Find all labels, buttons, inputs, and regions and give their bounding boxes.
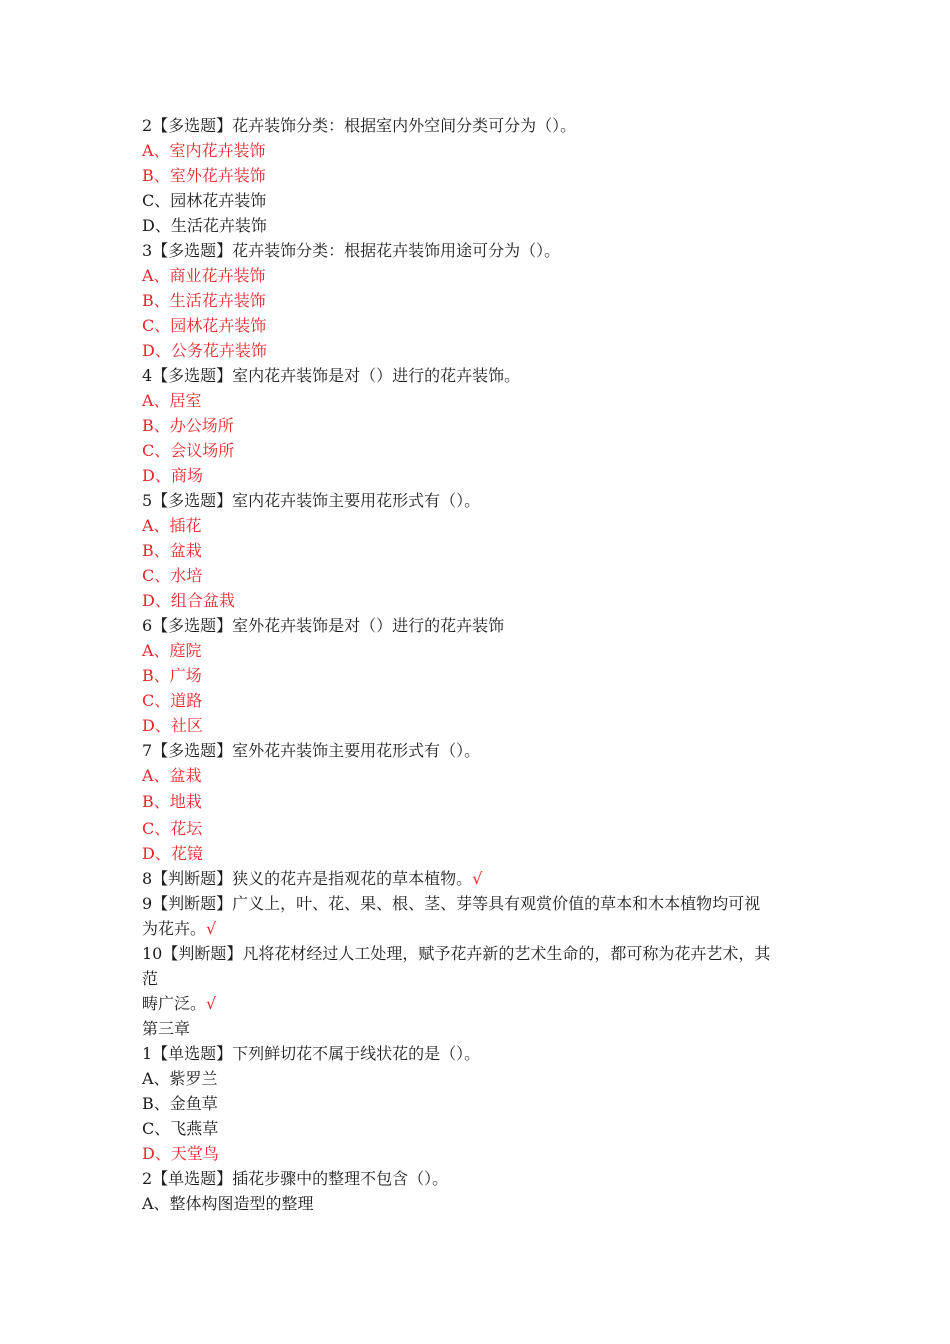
answer-option-text: D、社区 [142, 716, 203, 735]
question-line-text: 第三章 [142, 1019, 191, 1038]
answer-option [142, 513, 812, 538]
answer-option-text: A、庭院 [142, 641, 202, 660]
answer-option-text: C、园林花卉装饰 [142, 316, 267, 335]
answer-option-text: D、天堂鸟 [142, 1144, 219, 1163]
question-line-text: 2【多选题】花卉装饰分类：根据室内外空间分类可分为（）。 [142, 116, 577, 135]
question-text [142, 966, 812, 991]
answer-option [142, 638, 812, 663]
answer-option-text: A、盆栽 [142, 766, 202, 785]
answer-option [142, 663, 812, 688]
question-text [142, 113, 812, 138]
question-text [142, 991, 812, 1016]
question-text [142, 613, 812, 638]
answer-option [142, 816, 812, 841]
answer-option-text: D、花镜 [142, 844, 203, 863]
answer-option [142, 188, 812, 213]
question-text [142, 238, 812, 263]
question-line-text: 范 [142, 969, 159, 988]
answer-option [142, 313, 812, 338]
question-text [142, 891, 812, 916]
answer-option [142, 1191, 812, 1216]
answer-option-text: A、插花 [142, 516, 202, 535]
answer-option-text: C、水培 [142, 566, 203, 585]
question-line-text: 9【判断题】广义上，叶、花、果、根、茎、芽等具有观赏价值的草本和木本植物均可视 [142, 894, 761, 913]
question-line-text: 1【单选题】下列鲜切花不属于线状花的是（）。 [142, 1044, 481, 1063]
answer-option [142, 688, 812, 713]
answer-option [142, 338, 812, 363]
answer-option [142, 438, 812, 463]
correct-mark: √ [472, 869, 483, 888]
answer-option [142, 1091, 812, 1116]
answer-option [142, 213, 812, 238]
answer-option [142, 1116, 812, 1141]
answer-option [142, 538, 812, 563]
answer-option-text: C、园林花卉装饰 [142, 191, 267, 210]
question-text [142, 738, 812, 763]
answer-option-text: B、盆栽 [142, 541, 202, 560]
answer-option-text: A、商业花卉装饰 [142, 266, 266, 285]
answer-option-text: D、生活花卉装饰 [142, 216, 267, 235]
question-line-text: 8【判断题】狭义的花卉是指观花的草本植物。 [142, 869, 473, 888]
question-text [142, 1166, 812, 1191]
answer-option [142, 588, 812, 613]
answer-option [142, 288, 812, 313]
question-text [142, 866, 812, 891]
question-text [142, 916, 812, 941]
question-line-text: 6【多选题】室外花卉装饰是对（）进行的花卉装饰 [142, 616, 505, 635]
answer-option [142, 1066, 812, 1091]
document-body [142, 113, 812, 1216]
answer-option [142, 713, 812, 738]
answer-option-text: B、生活花卉装饰 [142, 291, 266, 310]
question-text [142, 941, 812, 966]
answer-option-text: B、金鱼草 [142, 1094, 218, 1113]
correct-mark: √ [206, 994, 217, 1013]
question-line-text: 3【多选题】花卉装饰分类：根据花卉装饰用途可分为（）。 [142, 241, 561, 260]
answer-option [142, 1141, 812, 1166]
answer-option-text: A、室内花卉装饰 [142, 141, 266, 160]
answer-option [142, 563, 812, 588]
answer-option-text: C、花坛 [142, 819, 203, 838]
answer-option-text: B、广场 [142, 666, 202, 685]
question-line-text: 为花卉。 [142, 919, 207, 938]
answer-option-text: D、商场 [142, 466, 203, 485]
question-text [142, 1016, 812, 1041]
answer-option [142, 138, 812, 163]
answer-option [142, 163, 812, 188]
question-line-text: 畴广泛。 [142, 994, 207, 1013]
answer-option [142, 788, 812, 816]
question-text [142, 1041, 812, 1066]
answer-option-text: A、整体构图造型的整理 [142, 1194, 314, 1213]
question-line-text: 4【多选题】室内花卉装饰是对（）进行的花卉装饰。 [142, 366, 521, 385]
answer-option [142, 388, 812, 413]
answer-option-text: B、室外花卉装饰 [142, 166, 266, 185]
answer-option-text: A、居室 [142, 391, 202, 410]
question-text [142, 363, 812, 388]
answer-option [142, 763, 812, 788]
answer-option-text: D、公务花卉装饰 [142, 341, 267, 360]
answer-option-text: B、办公场所 [142, 416, 234, 435]
answer-option-text: C、飞燕草 [142, 1119, 219, 1138]
correct-mark: √ [206, 919, 217, 938]
answer-option-text: D、组合盆栽 [142, 591, 235, 610]
answer-option [142, 413, 812, 438]
answer-option-text: A、紫罗兰 [142, 1069, 218, 1088]
answer-option [142, 263, 812, 288]
answer-option [142, 841, 812, 866]
question-line-text: 7【多选题】室外花卉装饰主要用花形式有（）。 [142, 741, 481, 760]
answer-option [142, 463, 812, 488]
answer-option-text: B、地栽 [142, 792, 202, 811]
question-text [142, 488, 812, 513]
question-line-text: 2【单选题】插花步骤中的整理不包含（）。 [142, 1169, 449, 1188]
question-line-text: 10【判断题】凡将花材经过人工处理，赋予花卉新的艺术生命的，都可称为花卉艺术，其 [142, 944, 771, 963]
answer-option-text: C、会议场所 [142, 441, 235, 460]
answer-option-text: C、道路 [142, 691, 203, 710]
question-line-text: 5【多选题】室内花卉装饰主要用花形式有（）。 [142, 491, 481, 510]
